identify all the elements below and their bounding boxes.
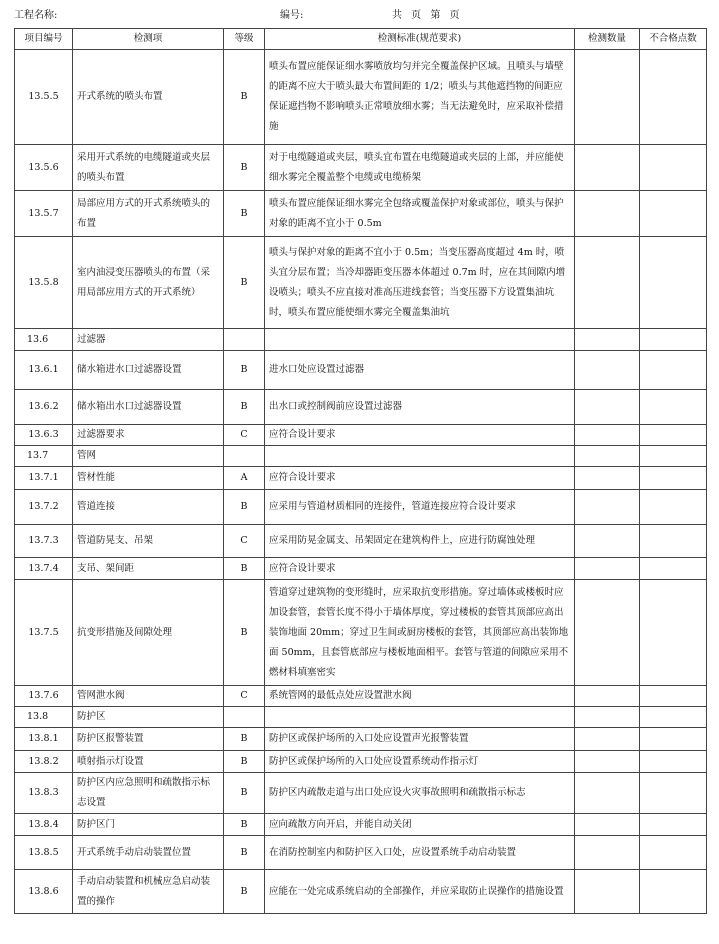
table-row [15,870,707,914]
table-row [15,525,707,558]
quantity-cell [575,50,640,145]
failures-cell [640,446,707,467]
table-row [15,467,707,490]
quantity-cell [575,525,640,558]
standard-cell: 出水口或控制阀前应设置过滤器 [265,390,575,425]
table-header-row [15,29,707,50]
table-row [15,351,707,390]
table-row [15,728,707,751]
standard-cell [265,707,575,728]
grade-cell: B [224,558,265,580]
grade-cell: B [224,351,265,390]
item-name-cell: 防护区门 [73,814,224,836]
grade-cell: B [224,751,265,773]
column-header-standard: 检测标准(规范要求) [265,29,575,50]
quantity-cell [575,773,640,814]
section-row [15,446,707,467]
standard-cell: 在消防控制室内和防护区入口处，应设置系统手动启动装置 [265,836,575,870]
table-row [15,425,707,446]
item-name-cell: 过滤器要求 [73,425,224,446]
quantity-cell [575,490,640,525]
failures-cell [640,329,707,351]
form-header [0,7,719,25]
quantity-cell [575,814,640,836]
quantity-cell [575,686,640,707]
standard-cell: 喷头与保护对象的距离不宜小于 0.5m；当变压器高度超过 4m 时，喷头宜分层布置；当冷却器距变压器本体超过 0.7m 时，应在其间隙内增设喷头；喷头不应直接对准高压进线套管；当变压器下方设置集油坑时，喷头布置应能使细水雾完全覆盖集油坑 [265,237,575,329]
item-name-cell: 管材性能 [73,467,224,490]
item-code-cell: 13.7.4 [15,558,73,580]
failures-cell [640,870,707,914]
item-code-cell: 13.6.3 [15,425,73,446]
table-row [15,390,707,425]
project-name-label: 工程名称: [14,10,58,21]
table-row [15,558,707,580]
column-header-item: 检测项 [73,29,224,50]
item-name-cell: 管网泄水阀 [73,686,224,707]
grade-cell: B [224,773,265,814]
table-row [15,490,707,525]
failures-cell [640,814,707,836]
standard-cell: 防护区内疏散走道与出口处应设火灾事故照明和疏散指示标志 [265,773,575,814]
table-row [15,686,707,707]
grade-cell: B [224,870,265,914]
item-code-cell: 13.7.1 [15,467,73,490]
standard-cell: 应采用与管道材质相同的连接件，管道连接应符合设计要求 [265,490,575,525]
failures-cell [640,836,707,870]
item-name-cell: 管道连接 [73,490,224,525]
failures-cell [640,686,707,707]
item-name-cell: 管网 [73,446,224,467]
item-code-cell: 13.6.1 [15,351,73,390]
grade-cell: B [224,728,265,751]
quantity-cell [575,836,640,870]
standard-cell: 应符合设计要求 [265,467,575,490]
item-name-cell: 喷射指示灯设置 [73,751,224,773]
grade-cell: B [224,50,265,145]
standard-cell: 管道穿过建筑物的变形缝时，应采取抗变形措施。穿过墙体或楼板时应加设套管，套管长度不得小于墙体厚度，穿过楼板的套管其顶部应高出装饰地面 20mm；穿过卫生间或厨房楼板的套管，其顶部应高出装饰地面 50mm，且套管底部应与楼板地面相平。套管与管道的间隙应采用不燃材料填塞密实 [265,580,575,686]
grade-cell [224,446,265,467]
item-code-cell: 13.5.6 [15,145,73,191]
failures-cell [640,237,707,329]
grade-cell: B [224,237,265,329]
failures-cell [640,558,707,580]
item-name-cell: 手动启动装置和机械应急启动装置的操作 [73,870,224,914]
standard-cell: 应向疏散方向开启，并能自动关闭 [265,814,575,836]
item-name-cell: 采用开式系统的电缆隧道或夹层的喷头布置 [73,145,224,191]
quantity-cell [575,351,640,390]
quantity-cell [575,870,640,914]
item-name-cell: 室内油浸变压器喷头的布置（采用局部应用方式的开式系统） [73,237,224,329]
item-code-cell: 13.7.3 [15,525,73,558]
column-header-quantity: 检测数量 [575,29,640,50]
grade-cell: B [224,814,265,836]
failures-cell [640,490,707,525]
failures-cell [640,580,707,686]
item-name-cell: 开式系统手动启动装置位置 [73,836,224,870]
grade-cell: C [224,525,265,558]
standard-cell [265,446,575,467]
failures-cell [640,751,707,773]
item-code-cell: 13.8 [15,707,73,728]
item-code-cell: 13.8.3 [15,773,73,814]
section-row [15,329,707,351]
grade-cell: B [224,191,265,237]
item-name-cell: 支吊、架间距 [73,558,224,580]
quantity-cell [575,237,640,329]
table-row [15,237,707,329]
item-name-cell: 储水箱进水口过滤器设置 [73,351,224,390]
failures-cell [640,525,707,558]
grade-cell [224,707,265,728]
item-name-cell: 抗变形措施及间隙处理 [73,580,224,686]
item-code-cell: 13.8.6 [15,870,73,914]
standard-cell: 应符合设计要求 [265,558,575,580]
table-row [15,191,707,237]
standard-cell: 应符合设计要求 [265,425,575,446]
item-code-cell: 13.6.2 [15,390,73,425]
quantity-cell [575,446,640,467]
quantity-cell [575,467,640,490]
item-code-cell: 13.5.5 [15,50,73,145]
item-code-cell: 13.7.5 [15,580,73,686]
quantity-cell [575,751,640,773]
quantity-cell [575,145,640,191]
column-header-code: 项目编号 [15,29,73,50]
grade-cell: B [224,836,265,870]
failures-cell [640,728,707,751]
item-code-cell: 13.7.6 [15,686,73,707]
table-row [15,145,707,191]
item-name-cell: 管道防晃支、吊架 [73,525,224,558]
quantity-cell [575,728,640,751]
item-code-cell: 13.7.2 [15,490,73,525]
standard-cell [265,329,575,351]
item-name-cell: 防护区报警装置 [73,728,224,751]
table-row [15,773,707,814]
item-name-cell: 防护区内应急照明和疏散指示标志设置 [73,773,224,814]
standard-cell: 应能在一处完成系统启动的全部操作，并应采取防止误操作的措施设置 [265,870,575,914]
table-row [15,751,707,773]
serial-number-label: 编号: [280,10,304,21]
section-row [15,707,707,728]
failures-cell [640,425,707,446]
failures-cell [640,191,707,237]
standard-cell: 喷头布置应能保证细水雾喷放均匀并完全覆盖保护区域。且喷头与墙壁的距离不应大于喷头最大布置间距的 1/2；喷头与其他遮挡物的间距应保证遮挡物不影响喷头正常喷放细水雾；当无法避免时，应采取补偿措施 [265,50,575,145]
table-row [15,580,707,686]
item-code-cell: 13.5.7 [15,191,73,237]
item-code-cell: 13.7 [15,446,73,467]
grade-cell: B [224,490,265,525]
table-row [15,814,707,836]
table-row [15,836,707,870]
standard-cell: 对于电缆隧道或夹层，喷头宜布置在电缆隧道或夹层的上部，并应能使细水雾完全覆盖整个电缆或电缆桥架 [265,145,575,191]
item-code-cell: 13.6 [15,329,73,351]
failures-cell [640,145,707,191]
failures-cell [640,707,707,728]
standard-cell: 防护区或保护场所的入口处应设置系统动作指示灯 [265,751,575,773]
grade-cell: B [224,580,265,686]
grade-cell: C [224,425,265,446]
item-name-cell: 开式系统的喷头布置 [73,50,224,145]
column-header-failures: 不合格点数 [640,29,707,50]
item-code-cell: 13.8.5 [15,836,73,870]
grade-cell: B [224,390,265,425]
quantity-cell [575,329,640,351]
quantity-cell [575,558,640,580]
failures-cell [640,390,707,425]
standard-cell: 应采用防晃金属支、吊架固定在建筑构件上，应进行防腐蚀处理 [265,525,575,558]
quantity-cell [575,707,640,728]
failures-cell [640,773,707,814]
standard-cell: 防护区或保护场所的入口处应设置声光报警装置 [265,728,575,751]
quantity-cell [575,191,640,237]
item-name-cell: 过滤器 [73,329,224,351]
item-name-cell: 防护区 [73,707,224,728]
failures-cell [640,467,707,490]
quantity-cell [575,580,640,686]
item-name-cell: 储水箱出水口过滤器设置 [73,390,224,425]
failures-cell [640,351,707,390]
item-code-cell: 13.8.1 [15,728,73,751]
grade-cell: A [224,467,265,490]
grade-cell: B [224,145,265,191]
item-code-cell: 13.5.8 [15,237,73,329]
failures-cell [640,50,707,145]
quantity-cell [575,425,640,446]
column-header-grade: 等级 [224,29,265,50]
page-count-label: 共 页 第 页 [392,10,460,21]
item-name-cell: 局部应用方式的开式系统喷头的布置 [73,191,224,237]
inspection-table [14,28,707,914]
grade-cell [224,329,265,351]
quantity-cell [575,390,640,425]
standard-cell: 喷头布置应能保证细水雾完全包络或覆盖保护对象或部位，喷头与保护对象的距离不宜小于 0.5m [265,191,575,237]
standard-cell: 系统管网的最低点处应设置泄水阀 [265,686,575,707]
table-row [15,50,707,145]
item-code-cell: 13.8.2 [15,751,73,773]
item-code-cell: 13.8.4 [15,814,73,836]
grade-cell: C [224,686,265,707]
standard-cell: 进水口处应设置过滤器 [265,351,575,390]
